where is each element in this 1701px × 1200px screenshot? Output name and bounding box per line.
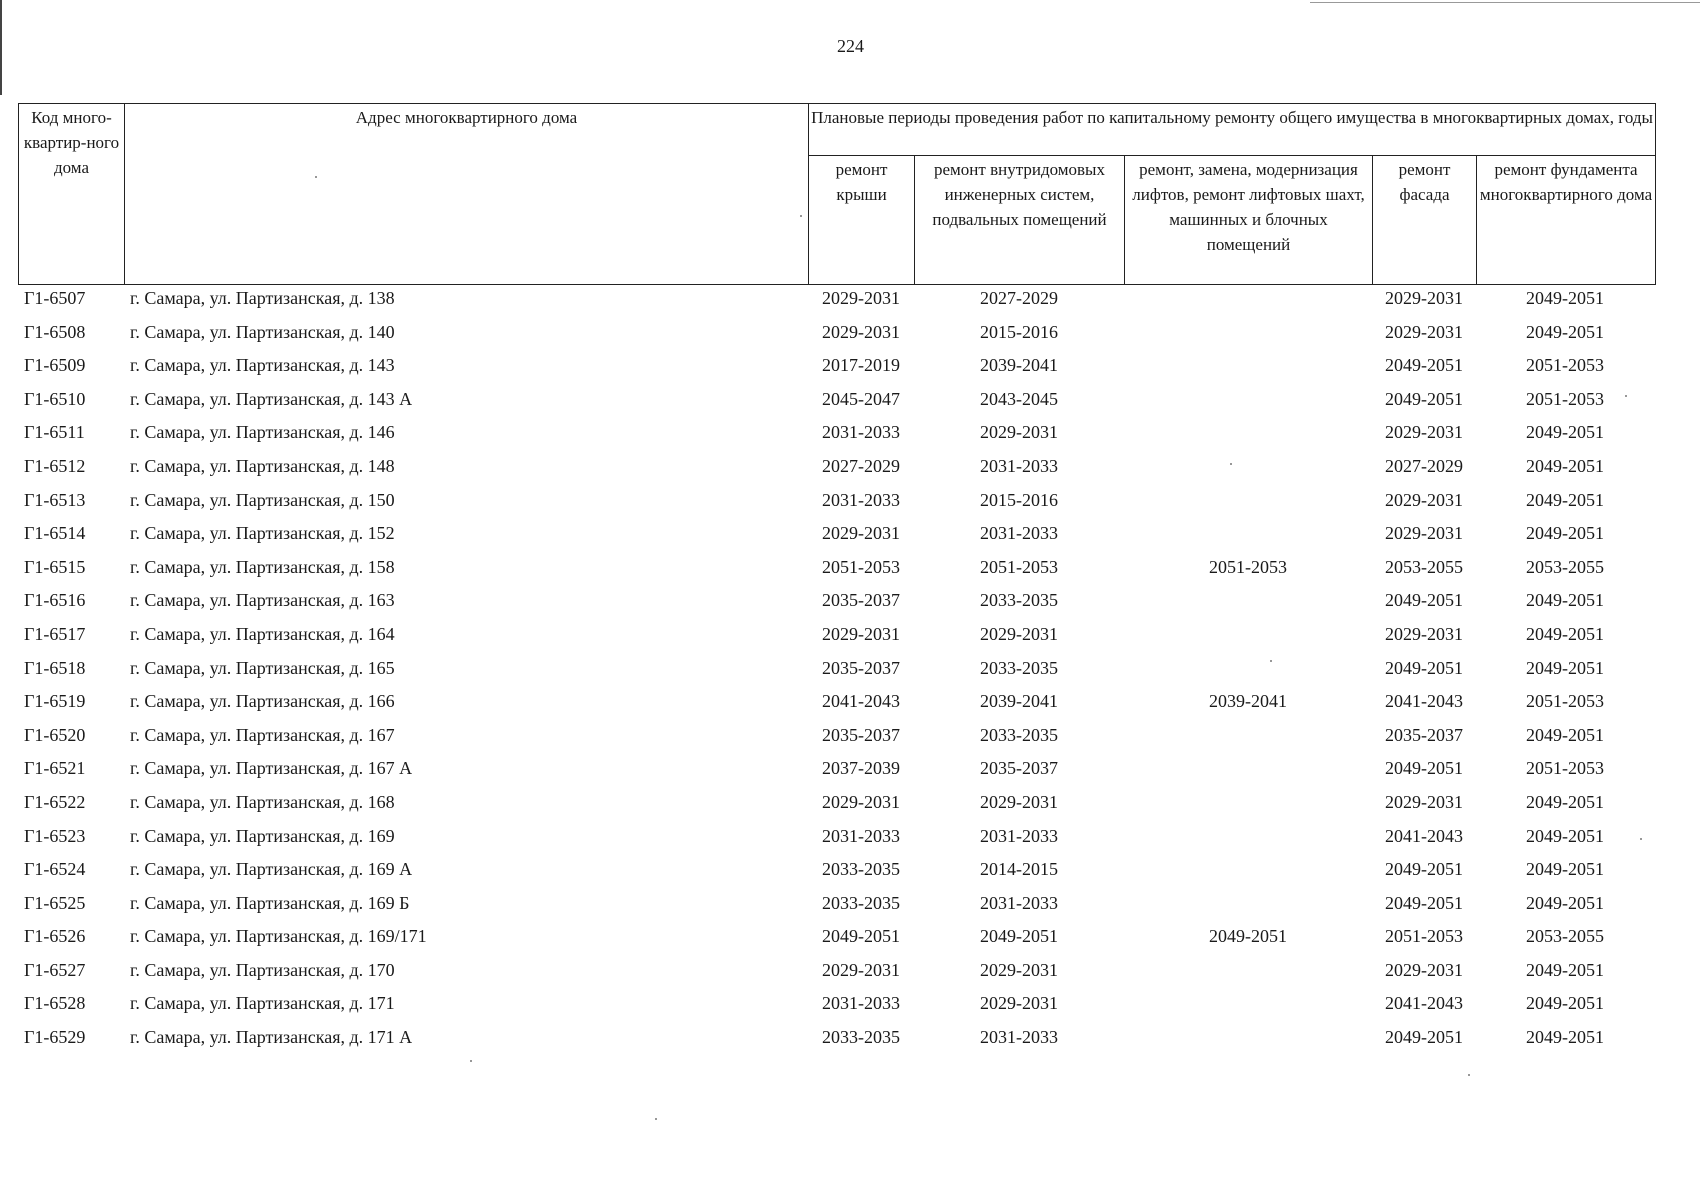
row-engineering-period: 2015-2016 [980,489,1058,510]
row-foundation-period: 2049-2051 [1526,422,1604,443]
row-foundation-period: 2049-2051 [1526,993,1604,1014]
row-foundation-period: 2049-2051 [1526,523,1604,544]
row-address: г. Самара, ул. Партизанская, д. 171 А [130,1027,413,1048]
table-header [18,103,1656,285]
row-roof-period: 2027-2029 [822,455,900,476]
row-engineering-period: 2043-2045 [980,388,1058,409]
row-engineering-period: 2033-2035 [980,590,1058,611]
row-code: Г1-6525 [24,892,86,913]
row-address: г. Самара, ул. Партизанская, д. 165 [130,657,395,678]
row-address: г. Самара, ул. Партизанская, д. 158 [130,556,395,577]
row-foundation-period: 2053-2055 [1526,556,1604,577]
row-code: Г1-6509 [24,355,86,376]
row-facade-period: 2027-2029 [1385,455,1463,476]
row-code: Г1-6528 [24,993,86,1014]
table-row [18,318,1655,352]
row-foundation-period: 2049-2051 [1526,825,1604,846]
row-roof-period: 2029-2031 [822,523,900,544]
row-roof-period: 2017-2019 [822,355,900,376]
row-facade-period: 2049-2051 [1385,892,1463,913]
row-facade-period: 2049-2051 [1385,657,1463,678]
row-code: Г1-6523 [24,825,86,846]
row-facade-period: 2049-2051 [1385,859,1463,880]
row-address: г. Самара, ул. Партизанская, д. 169 [130,825,395,846]
row-engineering-period: 2039-2041 [980,355,1058,376]
row-foundation-period: 2049-2051 [1526,959,1604,980]
row-facade-period: 2051-2053 [1385,926,1463,947]
row-engineering-period: 2031-2033 [980,1027,1058,1048]
row-code: Г1-6512 [24,455,86,476]
row-roof-period: 2035-2037 [822,590,900,611]
table-row [18,586,1655,620]
row-code: Г1-6518 [24,657,86,678]
header-code: Код много-квартир-ного дома [19,104,125,285]
row-facade-period: 2049-2051 [1385,758,1463,779]
header-roof: ремонт крыши [809,156,915,285]
row-address: г. Самара, ул. Партизанская, д. 152 [130,523,395,544]
row-lifts-period: 2051-2053 [1209,556,1287,577]
row-lifts-period: 2049-2051 [1209,926,1287,947]
table-row [18,956,1655,990]
row-foundation-period: 2049-2051 [1526,321,1604,342]
row-code: Г1-6522 [24,791,86,812]
row-engineering-period: 2027-2029 [980,288,1058,308]
page-number: 224 [837,36,864,56]
table-row [18,418,1655,452]
row-engineering-period: 2029-2031 [980,993,1058,1014]
row-foundation-period: 2049-2051 [1526,590,1604,611]
row-roof-period: 2029-2031 [822,623,900,644]
row-code: Г1-6513 [24,489,86,510]
row-foundation-period: 2049-2051 [1526,455,1604,476]
row-foundation-period: 2049-2051 [1526,892,1604,913]
row-facade-period: 2029-2031 [1385,959,1463,980]
row-facade-period: 2041-2043 [1385,993,1463,1014]
row-code: Г1-6508 [24,321,86,342]
header-address: Адрес многоквартирного дома [125,104,809,285]
row-address: г. Самара, ул. Партизанская, д. 169 А [130,859,413,880]
row-facade-period: 2053-2055 [1385,556,1463,577]
table-row [18,922,1655,956]
row-roof-period: 2029-2031 [822,321,900,342]
table-row [18,452,1655,486]
row-code: Г1-6520 [24,724,86,745]
table-body [18,284,1655,1057]
row-roof-period: 2035-2037 [822,724,900,745]
row-address: г. Самара, ул. Партизанская, д. 140 [130,321,395,342]
row-foundation-period: 2049-2051 [1526,288,1604,308]
table-row [18,351,1655,385]
row-facade-period: 2035-2037 [1385,724,1463,745]
scan-edge-line [1310,2,1700,3]
row-roof-period: 2031-2033 [822,422,900,443]
row-foundation-period: 2051-2053 [1526,388,1604,409]
row-address: г. Самара, ул. Партизанская, д. 163 [130,590,395,611]
row-lifts-period: 2039-2041 [1209,691,1287,712]
table-row [18,721,1655,755]
row-address: г. Самара, ул. Партизанская, д. 148 [130,455,395,476]
row-code: Г1-6515 [24,556,86,577]
header-lifts: ремонт, замена, модернизация лифтов, ремонт лифтовых шахт, машинных и блочных помещений [1125,156,1373,285]
row-roof-period: 2031-2033 [822,825,900,846]
row-facade-period: 2049-2051 [1385,388,1463,409]
row-code: Г1-6519 [24,691,86,712]
row-facade-period: 2029-2031 [1385,422,1463,443]
row-address: г. Самара, ул. Партизанская, д. 171 [130,993,395,1014]
header-periods: Плановые периоды проведения работ по капитальному ремонту общего имущества в многоквартирных домах, годы [809,104,1656,156]
row-foundation-period: 2051-2053 [1526,355,1604,376]
row-code: Г1-6507 [24,288,86,308]
row-foundation-period: 2051-2053 [1526,758,1604,779]
row-code: Г1-6524 [24,859,86,880]
row-engineering-period: 2014-2015 [980,859,1058,880]
row-address: г. Самара, ул. Партизанская, д. 166 [130,691,395,712]
row-foundation-period: 2049-2051 [1526,623,1604,644]
row-facade-period: 2041-2043 [1385,825,1463,846]
row-facade-period: 2049-2051 [1385,1027,1463,1048]
row-code: Г1-6510 [24,388,86,409]
row-roof-period: 2051-2053 [822,556,900,577]
row-foundation-period: 2049-2051 [1526,859,1604,880]
table-row [18,822,1655,856]
table-row [18,284,1655,318]
table-row [18,385,1655,419]
row-foundation-period: 2049-2051 [1526,724,1604,745]
table-row [18,855,1655,889]
row-foundation-period: 2049-2051 [1526,1027,1604,1048]
row-engineering-period: 2039-2041 [980,691,1058,712]
table-row [18,754,1655,788]
table-row [18,1023,1655,1057]
row-engineering-period: 2031-2033 [980,892,1058,913]
row-address: г. Самара, ул. Партизанская, д. 167 [130,724,395,745]
row-address: г. Самара, ул. Партизанская, д. 167 А [130,758,413,779]
row-roof-period: 2035-2037 [822,657,900,678]
row-foundation-period: 2049-2051 [1526,657,1604,678]
row-engineering-period: 2051-2053 [980,556,1058,577]
table-row [18,989,1655,1023]
row-address: г. Самара, ул. Партизанская, д. 138 [130,288,395,308]
row-address: г. Самара, ул. Партизанская, д. 146 [130,422,395,443]
header-facade: ремонт фасада [1373,156,1477,285]
row-engineering-period: 2029-2031 [980,791,1058,812]
row-engineering-period: 2031-2033 [980,455,1058,476]
row-roof-period: 2033-2035 [822,1027,900,1048]
row-code: Г1-6527 [24,959,86,980]
row-foundation-period: 2051-2053 [1526,691,1604,712]
row-engineering-period: 2029-2031 [980,959,1058,980]
row-address: г. Самара, ул. Партизанская, д. 143 А [130,388,413,409]
row-code: Г1-6526 [24,926,86,947]
row-address: г. Самара, ул. Партизанская, д. 164 [130,623,395,644]
row-code: Г1-6511 [24,422,85,443]
row-code: Г1-6521 [24,758,86,779]
row-facade-period: 2041-2043 [1385,691,1463,712]
row-engineering-period: 2031-2033 [980,523,1058,544]
header-foundation: ремонт фундамента многоквартирного дома [1477,156,1656,285]
row-address: г. Самара, ул. Партизанская, д. 150 [130,489,395,510]
row-code: Г1-6529 [24,1027,86,1048]
row-address: г. Самара, ул. Партизанская, д. 169 Б [130,892,410,913]
table-row [18,687,1655,721]
row-roof-period: 2029-2031 [822,791,900,812]
row-roof-period: 2041-2043 [822,691,900,712]
row-foundation-period: 2049-2051 [1526,791,1604,812]
row-facade-period: 2029-2031 [1385,288,1463,308]
row-engineering-period: 2029-2031 [980,623,1058,644]
row-facade-period: 2029-2031 [1385,321,1463,342]
table-row [18,654,1655,688]
row-roof-period: 2031-2033 [822,993,900,1014]
row-facade-period: 2029-2031 [1385,489,1463,510]
row-engineering-period: 2049-2051 [980,926,1058,947]
row-facade-period: 2029-2031 [1385,523,1463,544]
row-facade-period: 2029-2031 [1385,623,1463,644]
row-code: Г1-6517 [24,623,86,644]
row-engineering-period: 2031-2033 [980,825,1058,846]
table-row [18,620,1655,654]
row-roof-period: 2033-2035 [822,892,900,913]
row-facade-period: 2029-2031 [1385,791,1463,812]
row-engineering-period: 2015-2016 [980,321,1058,342]
header-engineering: ремонт внутридомовых инженерных систем, подвальных помещений [915,156,1125,285]
table-row [18,486,1655,520]
row-engineering-period: 2035-2037 [980,758,1058,779]
row-facade-period: 2049-2051 [1385,355,1463,376]
row-roof-period: 2037-2039 [822,758,900,779]
table-row [18,553,1655,587]
row-roof-period: 2031-2033 [822,489,900,510]
row-address: г. Самара, ул. Партизанская, д. 169/171 [130,926,427,947]
row-facade-period: 2049-2051 [1385,590,1463,611]
table-row [18,788,1655,822]
row-engineering-period: 2033-2035 [980,657,1058,678]
row-roof-period: 2033-2035 [822,859,900,880]
row-foundation-period: 2049-2051 [1526,489,1604,510]
table-row [18,889,1655,923]
row-address: г. Самара, ул. Партизанская, д. 143 [130,355,395,376]
row-roof-period: 2049-2051 [822,926,900,947]
row-foundation-period: 2053-2055 [1526,926,1604,947]
table-row [18,519,1655,553]
row-engineering-period: 2029-2031 [980,422,1058,443]
row-code: Г1-6514 [24,523,86,544]
row-engineering-period: 2033-2035 [980,724,1058,745]
row-address: г. Самара, ул. Партизанская, д. 170 [130,959,395,980]
row-address: г. Самара, ул. Партизанская, д. 168 [130,791,395,812]
row-roof-period: 2029-2031 [822,959,900,980]
row-roof-period: 2029-2031 [822,288,900,308]
row-roof-period: 2045-2047 [822,388,900,409]
row-code: Г1-6516 [24,590,86,611]
